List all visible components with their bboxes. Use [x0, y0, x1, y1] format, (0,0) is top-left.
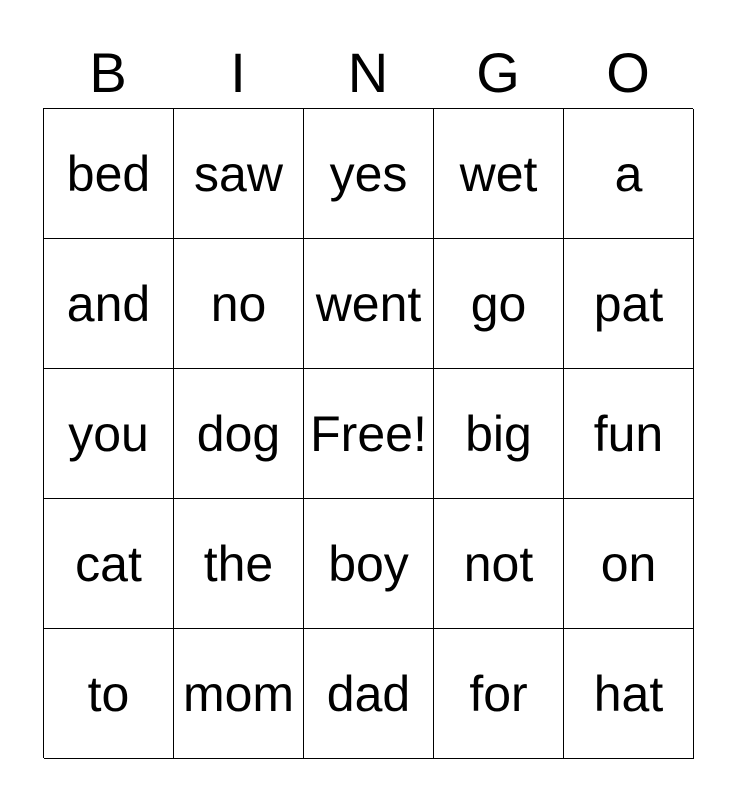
free-space-cell[interactable]: Free!: [304, 369, 434, 499]
bingo-cell[interactable]: mom: [174, 629, 304, 759]
bingo-header: [43, 38, 693, 108]
bingo-cell[interactable]: yes: [304, 109, 434, 239]
bingo-cell[interactable]: wet: [434, 109, 564, 239]
bingo-cell[interactable]: boy: [304, 499, 434, 629]
header-letter-b: B: [89, 41, 127, 104]
header-letter-g: G: [476, 41, 520, 104]
bingo-cell[interactable]: pat: [564, 239, 694, 369]
bingo-cell[interactable]: on: [564, 499, 694, 629]
bingo-cell[interactable]: not: [434, 499, 564, 629]
bingo-cell[interactable]: for: [434, 629, 564, 759]
bingo-cell[interactable]: and: [44, 239, 174, 369]
bingo-cell[interactable]: go: [434, 239, 564, 369]
header-letter-o: O: [606, 41, 650, 104]
bingo-cell[interactable]: hat: [564, 629, 694, 759]
bingo-card: [43, 38, 693, 758]
header-letter-n: N: [347, 41, 389, 104]
bingo-cell[interactable]: to: [44, 629, 174, 759]
bingo-cell[interactable]: you: [44, 369, 174, 499]
bingo-cell[interactable]: cat: [44, 499, 174, 629]
bingo-cell[interactable]: the: [174, 499, 304, 629]
header-letter-i: I: [230, 41, 246, 104]
bingo-cell[interactable]: dad: [304, 629, 434, 759]
bingo-cell[interactable]: bed: [44, 109, 174, 239]
bingo-cell[interactable]: fun: [564, 369, 694, 499]
bingo-grid: [43, 108, 693, 758]
bingo-cell[interactable]: no: [174, 239, 304, 369]
bingo-cell[interactable]: dog: [174, 369, 304, 499]
bingo-cell[interactable]: a: [564, 109, 694, 239]
bingo-cell[interactable]: went: [304, 239, 434, 369]
bingo-cell[interactable]: saw: [174, 109, 304, 239]
bingo-cell[interactable]: big: [434, 369, 564, 499]
